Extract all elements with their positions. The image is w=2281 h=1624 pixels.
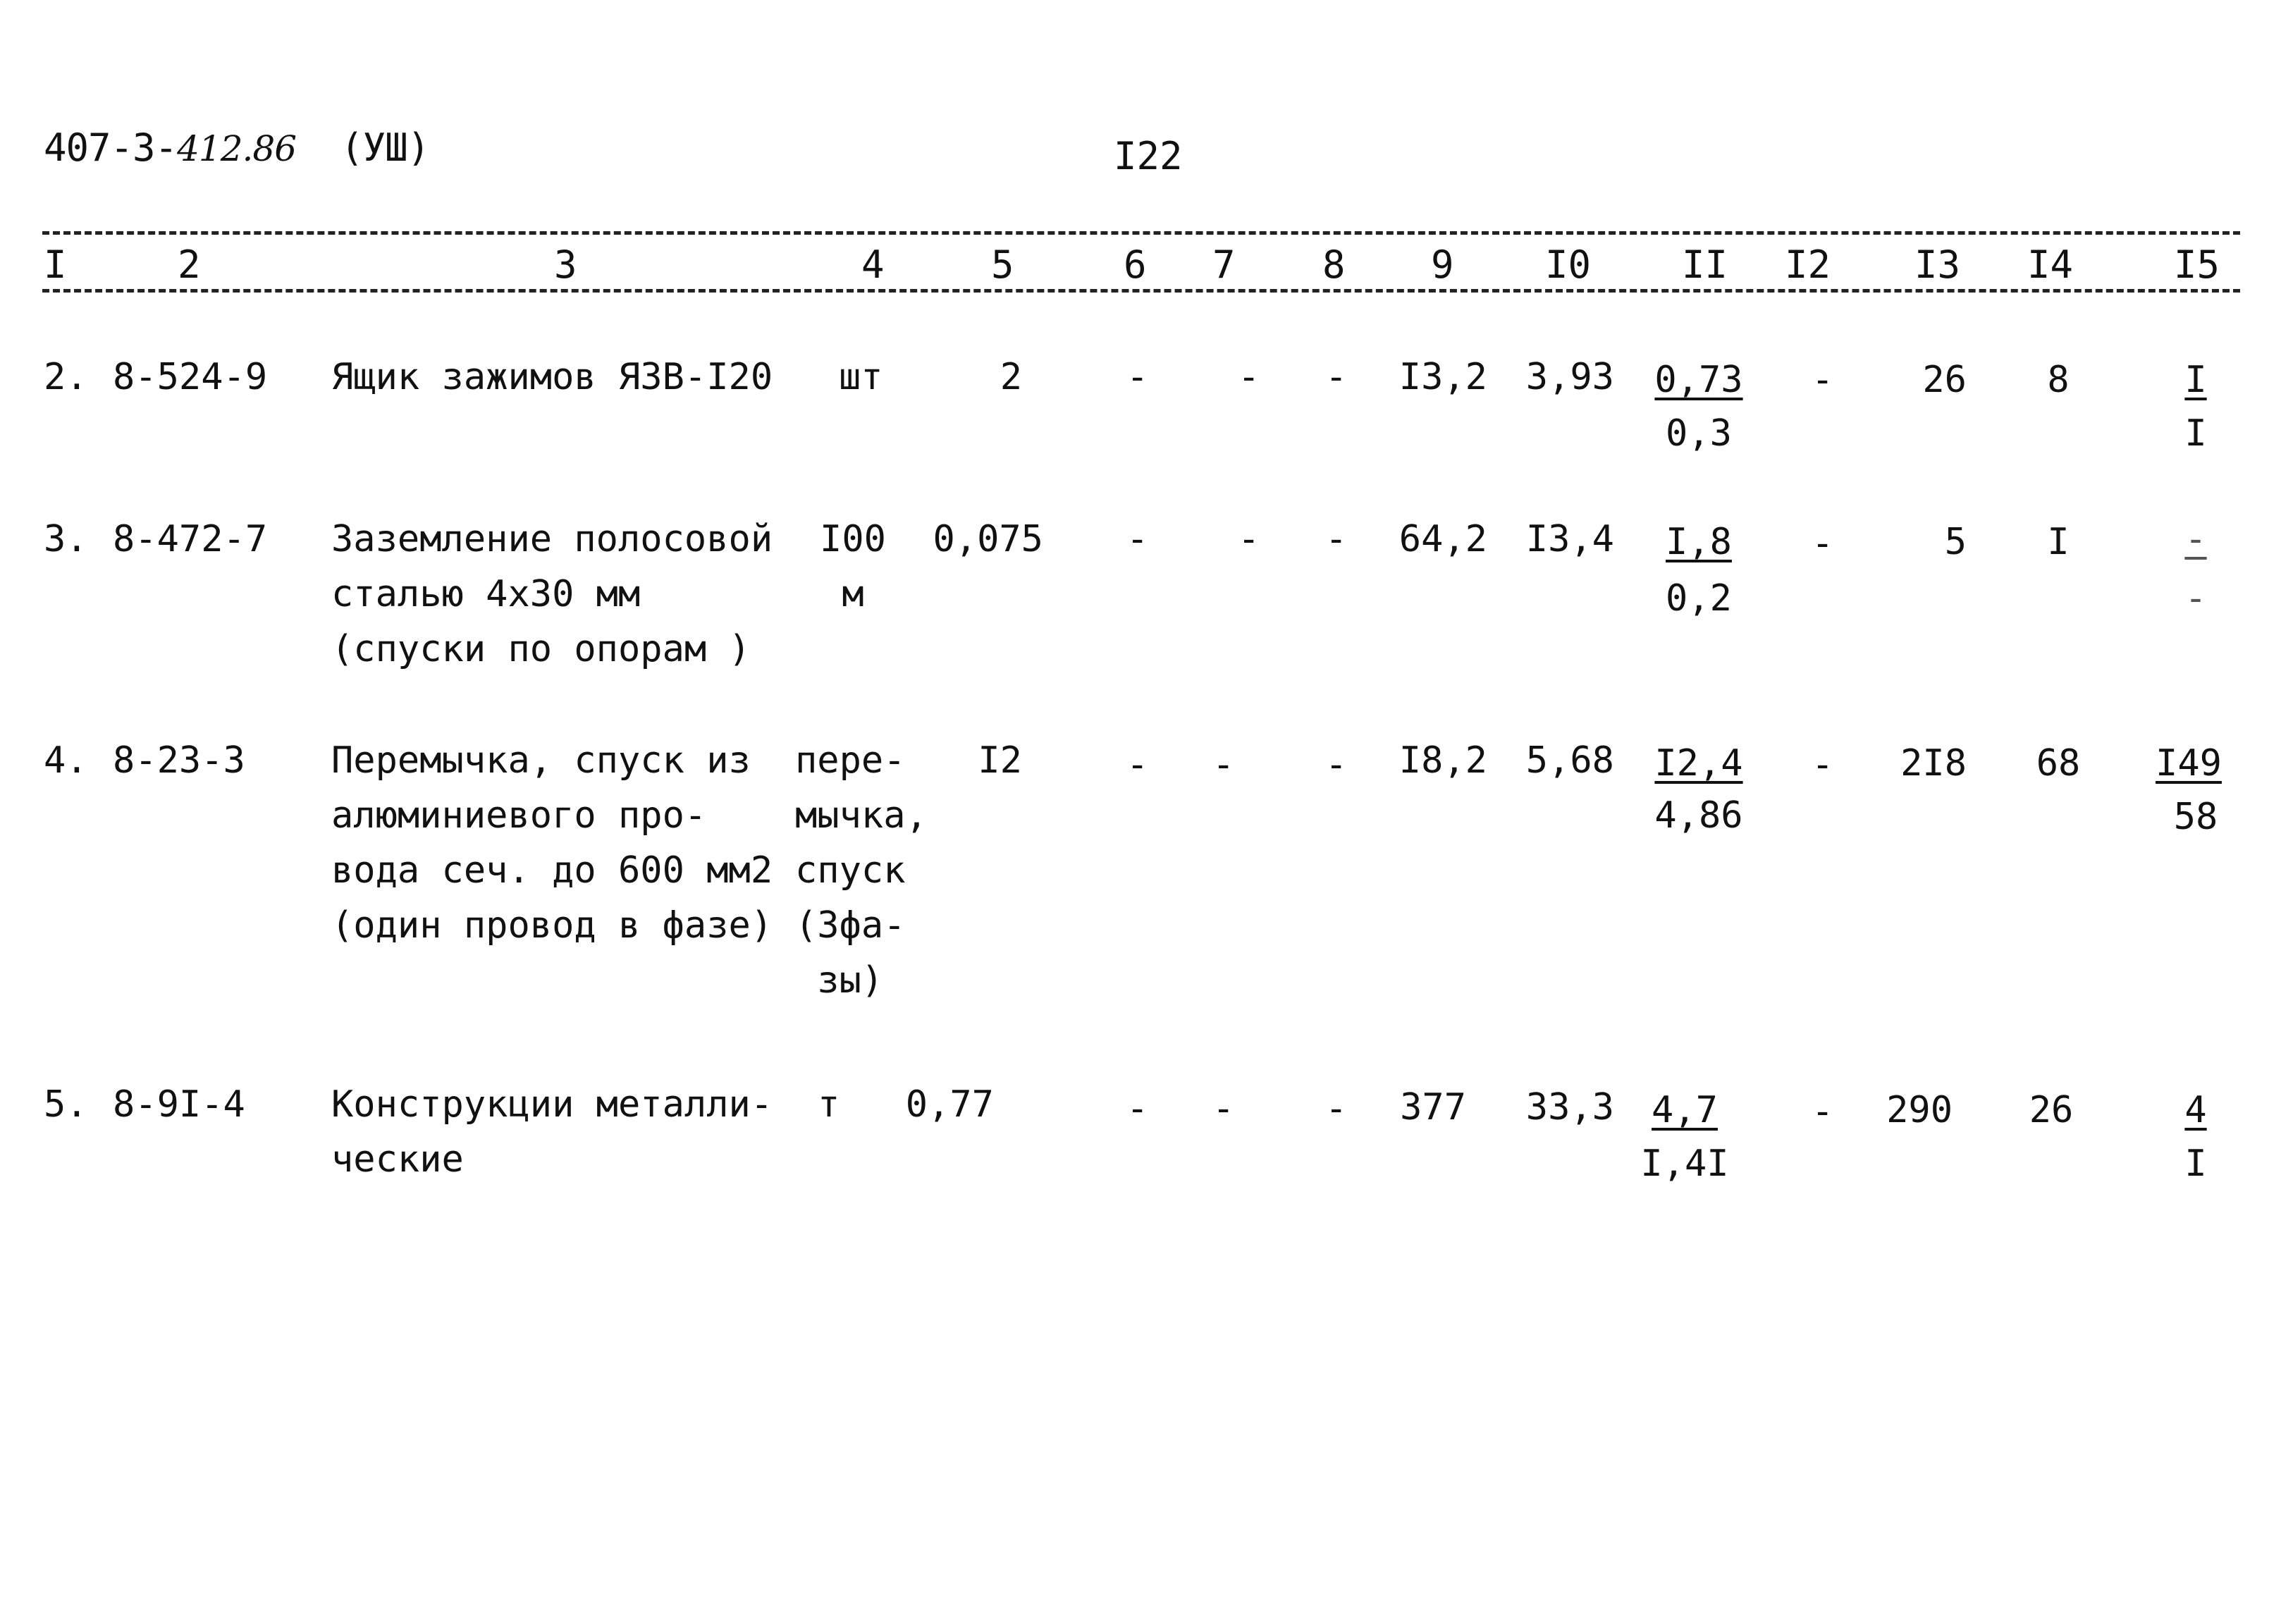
row-code: 8-9I-4 (113, 1083, 245, 1126)
row-col9: 377 (1400, 1086, 1466, 1128)
row-col6: - (1126, 518, 1149, 560)
row-code: 8-524-9 (113, 356, 268, 398)
row-col8: - (1325, 518, 1348, 560)
col-header-8: 8 (1322, 242, 1346, 287)
row-col10: 3,93 (1525, 356, 1614, 398)
row-col15-bottom: I (2184, 1143, 2207, 1185)
col-header-1: I (44, 242, 67, 287)
header-top-rule (42, 231, 2240, 235)
row-col15-top: I49 (2156, 742, 2222, 785)
document-code-printed: 407-3- (44, 125, 178, 170)
row-number: 3. (44, 518, 88, 560)
row-col14: 68 (2036, 742, 2081, 785)
page-number: I22 (1114, 134, 1183, 178)
row-number: 5. (44, 1083, 88, 1126)
document-code (44, 125, 429, 170)
row-code: 8-23-3 (113, 739, 245, 782)
row-col6: - (1126, 1088, 1149, 1130)
row-col10: I3,4 (1525, 518, 1614, 560)
row-number: 4. (44, 739, 88, 782)
row-unit: I00 м (820, 518, 886, 615)
row-col14: I (2047, 521, 2070, 563)
row-qty: I2 (978, 739, 1022, 782)
col-header-15: I5 (2174, 242, 2220, 287)
row-name: Заземление полосовой сталью 4x30 мм (спуски по опорам ) (331, 518, 773, 670)
row-col13: 2I8 (1900, 742, 1967, 785)
row-col7: - (1212, 1088, 1235, 1130)
col-header-10: I0 (1545, 242, 1592, 287)
row-col8: - (1325, 1088, 1348, 1130)
row-unit: пере- мычка, спуск (3фа- зы) (795, 739, 928, 1002)
row-col12: - (1812, 359, 1834, 401)
row-unit: шт (839, 356, 883, 398)
col-header-2: 2 (178, 242, 201, 287)
row-col8: - (1325, 744, 1348, 786)
row-col7: - (1238, 356, 1260, 398)
row-col11-bottom: 4,86 (1654, 794, 1743, 837)
col-header-6: 6 (1124, 242, 1147, 287)
col-header-12: I2 (1785, 242, 1831, 287)
row-col15-top: - (2184, 518, 2207, 560)
header-bottom-rule (42, 289, 2240, 293)
row-code: 8-472-7 (113, 518, 268, 560)
row-name: Ящик зажимов ЯЗВ-I20 (331, 356, 773, 398)
col-header-5: 5 (991, 242, 1014, 287)
row-unit: т (818, 1083, 840, 1126)
row-col15-bottom: I (2184, 412, 2207, 455)
row-qty: 0,075 (933, 518, 1043, 560)
col-header-7: 7 (1212, 242, 1236, 287)
col-header-11: II (1682, 242, 1728, 287)
row-name: Конструкции металли- ческие (331, 1083, 773, 1181)
row-col9: 64,2 (1398, 518, 1487, 560)
row-col15-bottom: - (2184, 577, 2207, 620)
row-col9: I3,2 (1398, 356, 1487, 398)
row-qty: 0,77 (905, 1083, 994, 1126)
row-col12: - (1812, 522, 1834, 565)
col-header-9: 9 (1431, 242, 1454, 287)
row-col11-bottom: I,4I (1640, 1143, 1729, 1185)
row-col12: - (1812, 1090, 1834, 1133)
col-header-4: 4 (861, 242, 885, 287)
row-col11-top: I2,4 (1654, 742, 1743, 785)
row-col11-top: 0,73 (1654, 359, 1743, 401)
row-qty: 2 (1000, 356, 1022, 398)
row-col13: 5 (1944, 521, 1967, 563)
row-col14: 26 (2029, 1089, 2074, 1131)
row-col12: - (1812, 744, 1834, 786)
row-col7: - (1212, 744, 1235, 786)
row-col7: - (1238, 518, 1260, 560)
row-col10: 5,68 (1525, 739, 1614, 782)
row-col8: - (1325, 356, 1348, 398)
row-col9: I8,2 (1398, 739, 1487, 782)
col-header-14: I4 (2027, 242, 2074, 287)
row-col6: - (1126, 356, 1149, 398)
document-part: (УШ) (340, 125, 430, 170)
row-col11-bottom: 0,2 (1666, 577, 1732, 620)
row-col11-top: 4,7 (1652, 1089, 1718, 1131)
col-header-3: 3 (554, 242, 577, 287)
row-col6: - (1126, 744, 1149, 786)
row-col15-bottom: 58 (2173, 796, 2218, 838)
row-col15-top: I (2184, 359, 2207, 401)
row-col13: 26 (1922, 359, 1967, 401)
row-name: Перемычка, спуск из алюминиевого про- вода сеч. до 600 мм2 (один провод в фазе) (331, 739, 773, 947)
row-number: 2. (44, 356, 88, 398)
row-col14: 8 (2047, 359, 2070, 401)
row-col13: 290 (1886, 1089, 1953, 1131)
document-code-handwritten: 412.86 (177, 128, 297, 169)
row-col15-top: 4 (2184, 1089, 2207, 1131)
col-header-13: I3 (1914, 242, 1961, 287)
row-col10: 33,3 (1525, 1086, 1614, 1128)
row-col11-top: I,8 (1666, 521, 1732, 563)
row-col11-bottom: 0,3 (1666, 412, 1732, 455)
